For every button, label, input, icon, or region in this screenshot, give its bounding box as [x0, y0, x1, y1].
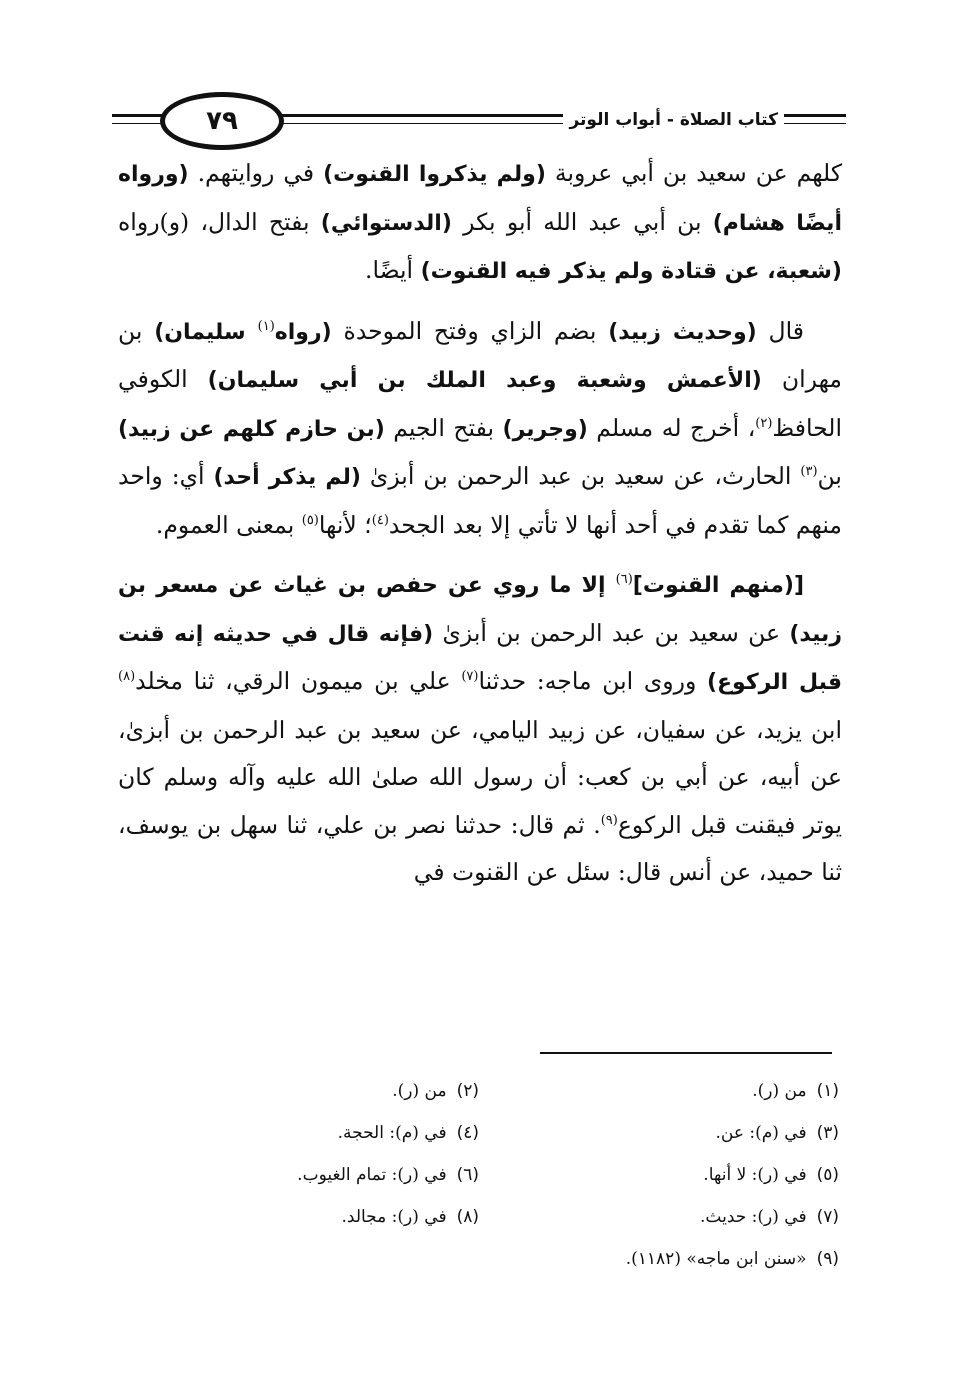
bold-matn-text: (ورواه أيضًا هشام) — [118, 162, 842, 236]
commentary-text: ، أخرج له مسلم — [587, 413, 756, 442]
commentary-text: بن — [817, 462, 842, 490]
bold-matn-text: (وحديث زبيد) — [608, 319, 757, 345]
footnote-number: (٨) — [456, 1207, 479, 1227]
footnote-number: (٢) — [456, 1081, 479, 1101]
bold-matn-text: (الدستوائي) — [320, 210, 452, 236]
footnote-item — [479, 1165, 839, 1185]
page-header — [112, 92, 846, 154]
commentary-text: بفتح الجيم — [384, 413, 503, 442]
footnote-item — [479, 1123, 839, 1143]
bold-matn-text: (رواه — [274, 319, 332, 345]
bold-matn-text: (الأعمش وشعبة وعبد الملك بن أبي سليمان) — [207, 368, 762, 393]
footnote-row — [119, 1238, 839, 1280]
bold-matn-text: (وجرير) — [502, 416, 588, 442]
footnote-item — [119, 1123, 479, 1143]
footnote-item — [119, 1165, 479, 1185]
footnote-text: في (ر): حديث. — [700, 1207, 807, 1227]
bold-matn-text: سليمان) — [154, 319, 258, 345]
page-number: ٧٩ — [206, 106, 238, 136]
commentary-text: أي: واحد منهم كما تقدم في أحد أنها لا تأتي إلا بعد الجحد — [118, 462, 842, 539]
footnote-ref: (٤) — [371, 512, 389, 528]
footnote-text: في (ر): تمام الغيوب. — [297, 1165, 447, 1185]
footnote-number: (١) — [816, 1081, 839, 1101]
footnote-item — [479, 1207, 839, 1227]
footnote-item — [119, 1207, 479, 1227]
footnote-ref: (٨) — [118, 669, 136, 685]
commentary-text: عن سعيد بن عبد الرحمن بن أبزىٰ — [433, 618, 790, 647]
footnote-text: من (ر). — [392, 1081, 447, 1101]
footnote-row — [119, 1112, 839, 1154]
footnote-row — [119, 1154, 839, 1196]
commentary-text: قال — [756, 316, 804, 345]
commentary-text: كلهم عن سعيد بن أبي عروبة — [545, 159, 843, 187]
commentary-text: ؛ لأنها — [318, 510, 372, 539]
footnote-ref: (٣) — [800, 464, 818, 480]
footnote-text: «سنن ابن ماجه» (١١٨٢). — [625, 1249, 807, 1269]
bold-matn-text: (شعبة، عن قتادة ولم يذكر فيه القنوت) — [420, 259, 842, 284]
footnote-ref: (١) — [257, 318, 275, 334]
footnote-number: (٤) — [456, 1123, 479, 1143]
footnote-text: في (م): عن. — [715, 1123, 807, 1143]
commentary-text: أيضًا. — [365, 256, 421, 284]
commentary-text: بن أبي عبد الله أبو بكر — [451, 207, 713, 236]
main-text — [118, 150, 842, 909]
footnote-text: في (ر): مجالد. — [341, 1207, 447, 1227]
bold-matn-text: (بن حازم كلهم عن زبيد) — [118, 416, 385, 442]
footnote-ref: (٦) — [615, 572, 633, 588]
commentary-text: . ثم قال: حدثنا نصر بن علي، ثنا سهل بن يوسف، ثنا حميد، عن أنس قال: سئل عن القنوت في — [118, 810, 842, 886]
footnote-row — [119, 1070, 839, 1112]
commentary-text: بمعنى العموم. — [155, 510, 302, 539]
footnotes — [119, 1070, 839, 1280]
footnote-item — [119, 1081, 479, 1101]
footnote-row — [119, 1196, 839, 1238]
commentary-text: الحارث، عن سعيد بن عبد الرحمن بن أبزىٰ — [360, 462, 801, 490]
paragraph-1 — [118, 150, 842, 296]
footnote-ref: (٢) — [755, 415, 773, 431]
footnote-ref: (٧) — [461, 669, 479, 685]
commentary-text: علي بن ميمون الرقي، ثنا مخلد — [135, 667, 462, 695]
paragraph-3 — [118, 561, 842, 897]
bold-matn-text: (لم يذكر أحد) — [213, 465, 361, 490]
page-number-badge — [160, 92, 284, 150]
footnote-text: في (م): الحجة. — [337, 1123, 447, 1143]
bold-matn-text: [(منهم القنوت] — [632, 573, 804, 598]
commentary-text: وروى ابن ماجه: حدثنا — [478, 667, 707, 695]
commentary-text: بفتح الدال، (و)رواه — [118, 207, 321, 236]
commentary-text: بضم الزاي وفتح الموحدة — [331, 316, 609, 345]
footnote-text: من (ر). — [752, 1081, 807, 1101]
footnote-text: في (ر): لا أنها. — [703, 1165, 807, 1185]
running-title: كتاب الصلاة - أبواب الوتر — [563, 110, 784, 130]
commentary-text: في روايتهم. — [188, 159, 324, 187]
footnote-number: (٥) — [816, 1165, 839, 1185]
footnote-number: (٦) — [456, 1165, 479, 1185]
bold-matn-text: إلا ما روي عن حفص بن غياث عن مسعر بن زبيد) — [118, 573, 842, 647]
paragraph-2 — [118, 308, 842, 550]
footnote-number: (٣) — [816, 1123, 839, 1143]
footnote-item — [474, 1249, 839, 1269]
footnote-item — [479, 1081, 839, 1101]
footnote-ref: (٥) — [301, 512, 319, 528]
footnote-number: (٩) — [816, 1249, 839, 1269]
commentary-text: بن مهران — [118, 316, 842, 393]
bold-matn-text: (ولم يذكروا القنوت) — [323, 162, 546, 187]
commentary-text: ابن يزيد، عن سفيان، عن زبيد اليامي، عن سعيد بن عبد الرحمن بن أبزىٰ، عن أبيه، عن أبي بن كعب: أن رسول الله صلىٰ الله عليه وآله وسلم كان يوتر فيقنت قبل الركوع — [118, 715, 842, 839]
footnote-separator — [540, 1052, 832, 1054]
footnote-number: (٧) — [816, 1207, 839, 1227]
commentary-text: الكوفي الحافظ — [118, 365, 842, 442]
footnote-ref: (٩) — [600, 812, 618, 828]
bold-matn-text: (فإنه قال في حديثه إنه قنت قبل الركوع) — [118, 621, 842, 695]
